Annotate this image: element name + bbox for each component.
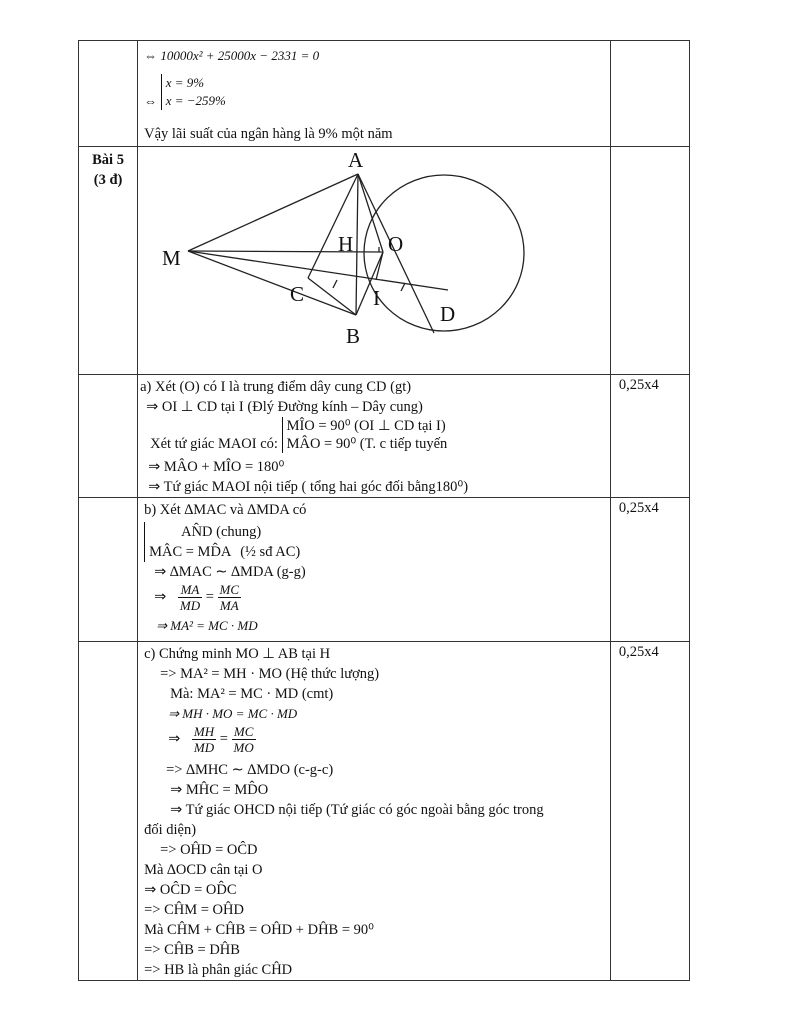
part-c-line-7: ⇒ MĤC = MD̂O	[170, 782, 269, 798]
part-b-ratio: ⇒ $\frac{MA}{MD}$ = $\frac{MC}{MA}$	[154, 582, 240, 613]
part-b-score: 0,25x4	[610, 498, 689, 642]
tick-ci	[333, 280, 337, 288]
tangent-mb	[188, 251, 356, 315]
part-b-line-4: ⇒ ∆MAC ∼ ∆MDA (g-g)	[154, 564, 306, 580]
row-part-c	[79, 642, 690, 981]
part-c-line-15: => HB là phân giác CĤD	[144, 962, 293, 978]
part-a-score: 0,25x4	[610, 375, 689, 498]
label-o: O	[388, 232, 404, 256]
part-c-line-2: => MA² = MH · MO (Hệ thức lượng)	[160, 666, 380, 682]
part-c-line-10: Mà ∆OCD cân tại O	[144, 862, 263, 878]
equation-line: ⇔ 10000x² + 25000x − 2331 = 0	[144, 48, 320, 63]
segment-ac	[308, 174, 358, 278]
part-a-line-1: a) Xét (O) có I là trung điểm dây cung CD (gt)	[140, 379, 412, 395]
part-c-ratio: ⇒ $\frac{MH}{MD}$ = $\frac{MC}{MO}$	[168, 724, 254, 755]
problem-title: Bài 5	[92, 152, 124, 168]
part-a-line-5: ⇒ Tứ giác MAOI nội tiếp ( tổng hai góc đối bằng180⁰)	[148, 479, 469, 495]
segment-ao	[358, 174, 383, 252]
part-c-line-1: c) Chứng minh MO ⊥ AB tại H	[144, 646, 331, 662]
part-c-line-8: ⇒ Tứ giác OHCD nội tiếp (Tứ giác có góc ngoài bằng góc trong	[170, 802, 544, 818]
part-c-line-11: ⇒ OĈD = OD̂C	[144, 882, 237, 898]
part-c-line-13: Mà CĤM + CĤB = OĤD + DĤB = 90⁰	[144, 922, 374, 938]
part-a-line-4: ⇒ MÂO + MÎO = 180⁰	[148, 459, 285, 475]
part-b-line-1: b) Xét ∆MAC và ∆MDA có	[144, 502, 307, 518]
label-a: A	[348, 148, 364, 172]
part-c-line-12: => CĤM = OĤD	[144, 902, 244, 918]
solution-table	[78, 40, 690, 981]
label-b: B	[346, 324, 361, 348]
part-c-line-6: => ∆MHC ∼ ∆MDO (c-g-c)	[166, 762, 334, 778]
segment-cb	[308, 278, 356, 315]
solution-system: ⇔ x = 9% x = −259%	[144, 75, 226, 109]
label-d: D	[440, 302, 456, 326]
label-c: C	[290, 282, 305, 306]
geometry-figure	[138, 147, 610, 369]
part-c-line-4: ⇒ MH · MO = MC · MD	[168, 706, 298, 721]
part-a-system: Xét tứ giác MAOI có: MÎO = 90⁰ (OI ⊥ CD tại I) MÂO = 90⁰ (T. c tiếp tuyến	[150, 418, 448, 453]
part-c-line-9: => OĤD = OĈD	[160, 842, 258, 858]
part-a-line-2: ⇒ OI ⊥ CD tại I (Đlý Đường kính – Dây cung)	[146, 399, 423, 415]
part-c-line-8b: đối diện)	[144, 822, 197, 838]
part-c-line-3: Mà: MA² = MC · MD (cmt)	[170, 686, 334, 702]
part-b-system: AN̂D (chung) MÂC = MD̂A (½ sđ AC)	[144, 522, 300, 562]
label-i: I	[373, 286, 381, 310]
tick-id	[401, 283, 405, 291]
row-bai5-figure	[79, 147, 690, 375]
part-b-line-6: ⇒ MA² = MC · MD	[156, 618, 258, 633]
row-part-a	[79, 375, 690, 498]
row-part-b	[79, 498, 690, 642]
chord-ab	[356, 174, 358, 315]
part-c-score: 0,25x4	[610, 642, 689, 981]
label-m: M	[162, 246, 181, 270]
part-c-line-14: => CĤB = DĤB	[144, 942, 240, 958]
problem-points: (3 đ)	[93, 172, 123, 188]
document-page	[78, 40, 690, 978]
row-bai4-end	[79, 41, 690, 147]
line-mo	[188, 251, 383, 252]
label-h: H	[338, 232, 354, 256]
conclusion-text: Vậy lãi suất của ngân hàng là 9% một năm	[144, 126, 393, 142]
tangent-ma	[188, 174, 358, 251]
